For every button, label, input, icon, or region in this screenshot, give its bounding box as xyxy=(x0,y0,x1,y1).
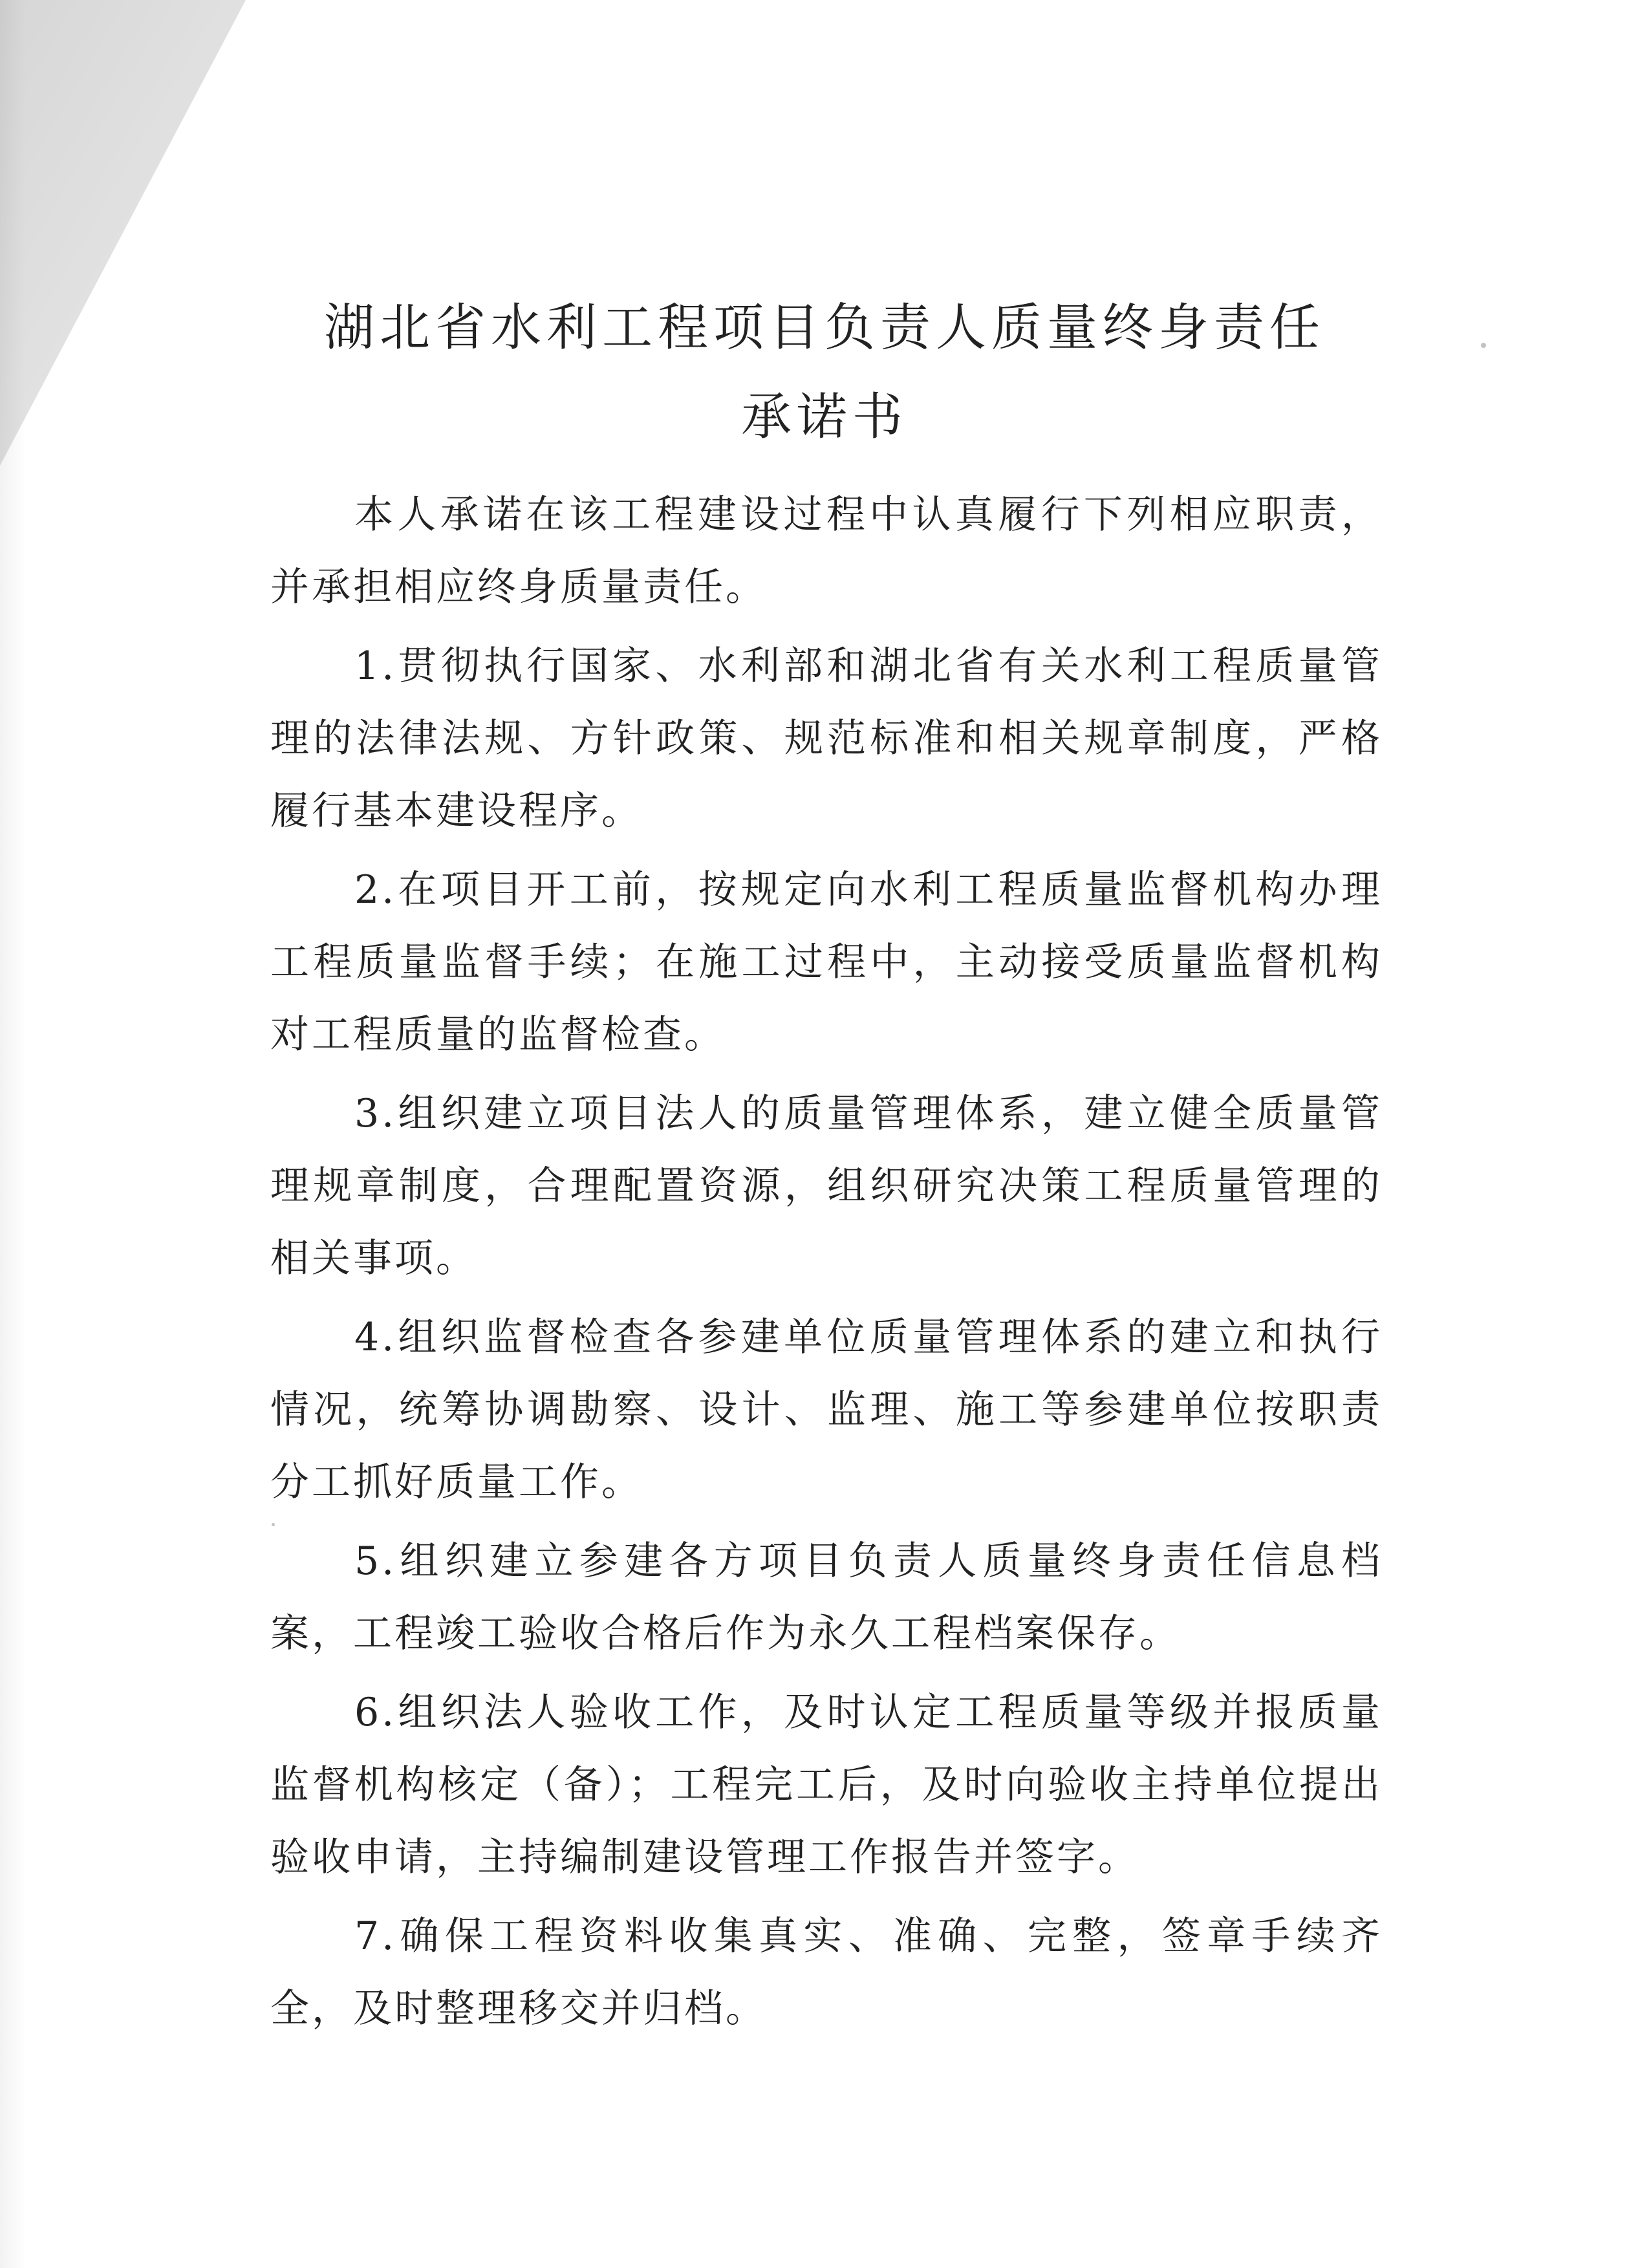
commitment-item-5: 5.组织建立参建各方项目负责人质量终身责任信息档案，工程竣工验收合格后作为永久工程档案保存。 xyxy=(270,1539,1383,1656)
commitment-item-1: 1.贯彻执行国家、水利部和湖北省有关水利工程质量管理的法律法规、方针政策、规范标准和相关规章制度，严格履行基本建设程序。 xyxy=(270,643,1383,834)
document-body xyxy=(270,479,1383,2051)
commitment-item-7: 7.确保工程资料收集真实、准确、完整，签章手续齐全，及时整理移交并归档。 xyxy=(270,1914,1383,2031)
scan-edge-shade xyxy=(0,0,26,2268)
commitment-item-3: 3.组织建立项目法人的质量管理体系，建立健全质量管理规章制度，合理配置资源，组织研究决策工程质量管理的相关事项。 xyxy=(270,1091,1383,1281)
commitment-item-4: 4.组织监督检查各参建单位质量管理体系的建立和执行情况，统筹协调勘察、设计、监理、施工等参建单位按职责分工抓好质量工作。 xyxy=(270,1315,1383,1505)
intro-paragraph: 本人承诺在该工程建设过程中认真履行下列相应职责，并承担相应终身质量责任。 xyxy=(270,492,1383,610)
commitment-item-2: 2.在项目开工前，按规定向水利工程质量监督机构办理工程质量监督手续；在施工过程中，主动接受质量监督机构对工程质量的监督检查。 xyxy=(270,867,1383,1057)
commitment-item-6: 6.组织法人验收工作，及时认定工程质量等级并报质量监督机构核定（备）；工程完工后，及时向验收主持单位提出验收申请，主持编制建设管理工作报告并签字。 xyxy=(270,1690,1383,1880)
scan-speck xyxy=(1481,343,1486,348)
document-title-line1: 湖北省水利工程项目负责人质量终身责任 xyxy=(323,299,1325,357)
document-title-line2: 承诺书 xyxy=(740,388,908,446)
